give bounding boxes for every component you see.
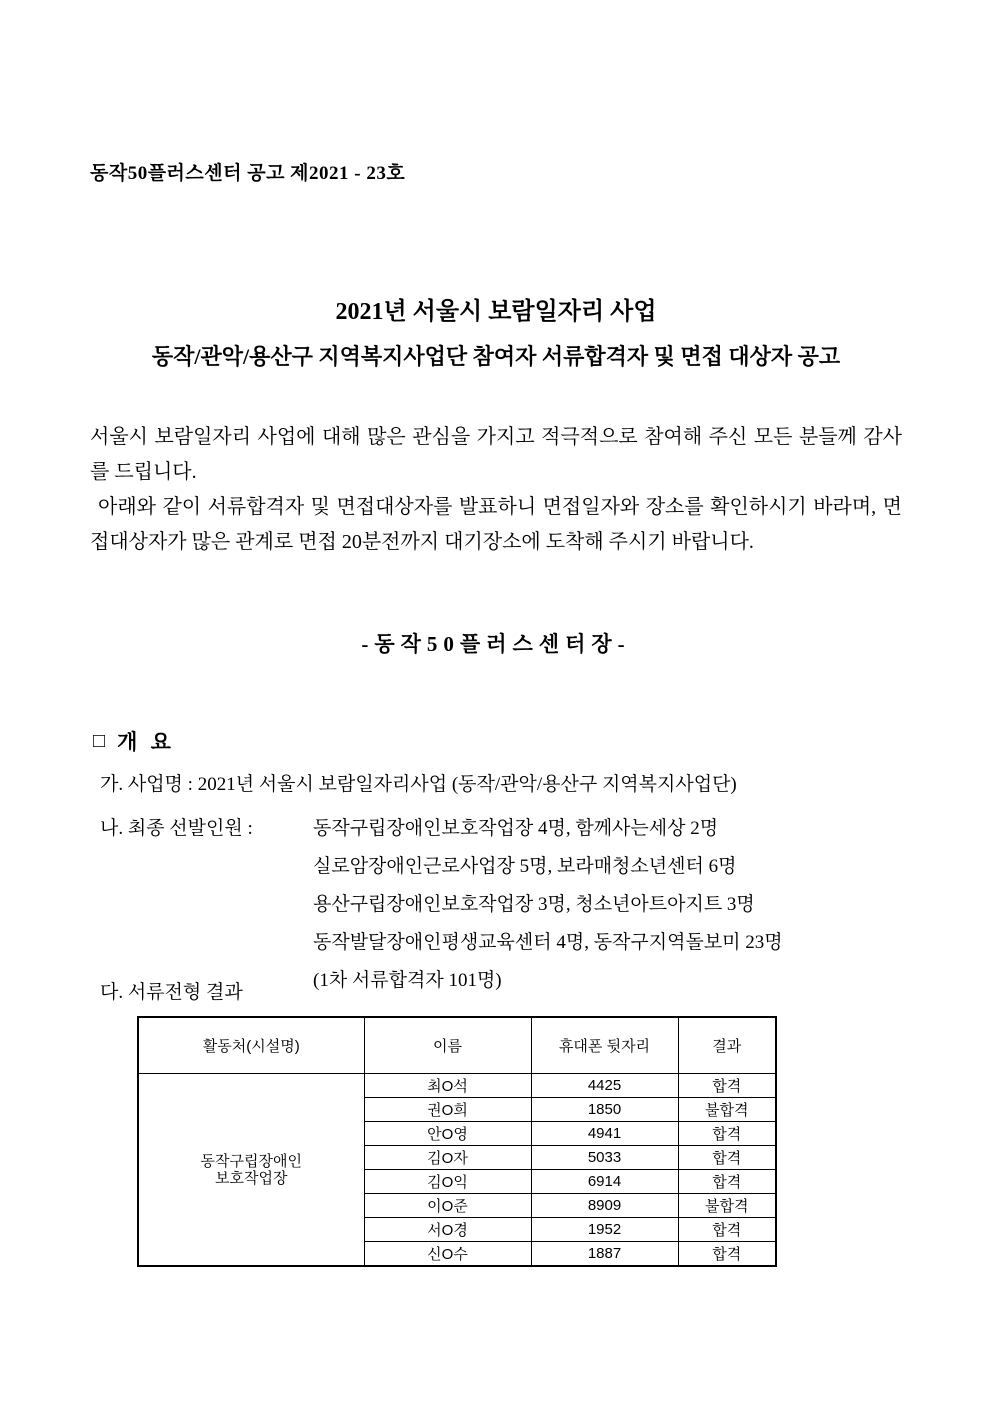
cell-name: 김O자 xyxy=(364,1146,531,1170)
overview-item-da: 다. 서류전형 결과 xyxy=(100,982,243,1003)
cell-phone: 6914 xyxy=(531,1170,678,1194)
col-header-phone: 휴대폰 뒷자리 xyxy=(531,1017,678,1074)
facility-name-line2: 보호작업장 xyxy=(215,1169,288,1187)
na-line: 실로암장애인근로사업장 5명, 보라매청소년센터 6명 xyxy=(313,856,737,877)
page-title-line2: 동작/관악/용산구 지역복지사업단 참여자 서류합격자 및 면접 대상자 공고 xyxy=(151,344,841,369)
overview-heading-text: 개 요 xyxy=(117,730,175,754)
facility-cell xyxy=(138,1074,364,1267)
cell-result: 합격 xyxy=(678,1122,776,1146)
overview-item-na-lines xyxy=(313,810,902,1000)
table-header-row xyxy=(138,1017,776,1074)
col-header-name: 이름 xyxy=(364,1017,531,1074)
cell-result: 불합격 xyxy=(678,1098,776,1122)
overview-heading xyxy=(93,726,902,756)
section-box-icon: □ xyxy=(93,730,106,752)
cell-name: 서O경 xyxy=(364,1218,531,1242)
cell-name: 신O수 xyxy=(364,1242,531,1267)
cell-phone: 8909 xyxy=(531,1194,678,1218)
cell-name: 안O영 xyxy=(364,1122,531,1146)
intro-paragraphs xyxy=(90,420,902,560)
col-header-result: 결과 xyxy=(678,1017,776,1074)
cell-phone: 4941 xyxy=(531,1122,678,1146)
signature-line: -동작50플러스센터장- xyxy=(361,632,631,656)
na-line: 동작발달장애인평생교육센터 4명, 동작구지역돌보미 23명 xyxy=(313,932,783,953)
cell-phone: 4425 xyxy=(531,1074,678,1098)
na-line: 용산구립장애인보호작업장 3명, 청소년아트아지트 3명 xyxy=(313,894,755,915)
cell-name: 김O익 xyxy=(364,1170,531,1194)
results-table-container xyxy=(137,1016,777,1267)
doc-number: 동작50플러스센터 공고 제2021 - 23호 xyxy=(90,163,406,184)
cell-result: 합격 xyxy=(678,1218,776,1242)
cell-result: 합격 xyxy=(678,1170,776,1194)
na-line: 동작구립장애인보호작업장 4명, 함께사는세상 2명 xyxy=(313,818,719,839)
intro-paragraph-1: 서울시 보람일자리 사업에 대해 많은 관심을 가지고 적극적으로 참여해 주신 모든 분들께 감사를 드립니다. xyxy=(90,426,902,483)
cell-phone: 5033 xyxy=(531,1146,678,1170)
col-header-facility: 활동처(시설명) xyxy=(138,1017,364,1074)
cell-name: 최O석 xyxy=(364,1074,531,1098)
cell-name: 권O희 xyxy=(364,1098,531,1122)
page-title-line1: 2021년 서울시 보람일자리 사업 xyxy=(335,299,657,325)
cell-result: 불합격 xyxy=(678,1194,776,1218)
results-table xyxy=(137,1016,777,1267)
cell-name: 이O준 xyxy=(364,1194,531,1218)
cell-result: 합격 xyxy=(678,1146,776,1170)
intro-paragraph-2: 아래와 같이 서류합격자 및 면접대상자를 발표하니 면접일자와 장소를 확인하시기 바라며, 면접대상자가 많은 관계로 면접 20분전까지 대기장소에 도착해 주시기 바랍니다. xyxy=(90,496,902,553)
facility-name-line1: 동작구립장애인 xyxy=(200,1152,302,1170)
overview-item-na-label: 나. 최종 선발인원 : xyxy=(100,818,253,839)
cell-phone: 1887 xyxy=(531,1242,678,1267)
table-row xyxy=(138,1074,776,1098)
cell-result: 합격 xyxy=(678,1242,776,1267)
cell-phone: 1952 xyxy=(531,1218,678,1242)
overview-item-ga: 가. 사업명 : 2021년 서울시 보람일자리사업 (동작/관악/용산구 지역복지사업단) xyxy=(100,774,737,795)
na-line: (1차 서류합격자 101명) xyxy=(313,970,502,991)
cell-phone: 1850 xyxy=(531,1098,678,1122)
overview-item-na xyxy=(90,810,902,1000)
cell-result: 합격 xyxy=(678,1074,776,1098)
